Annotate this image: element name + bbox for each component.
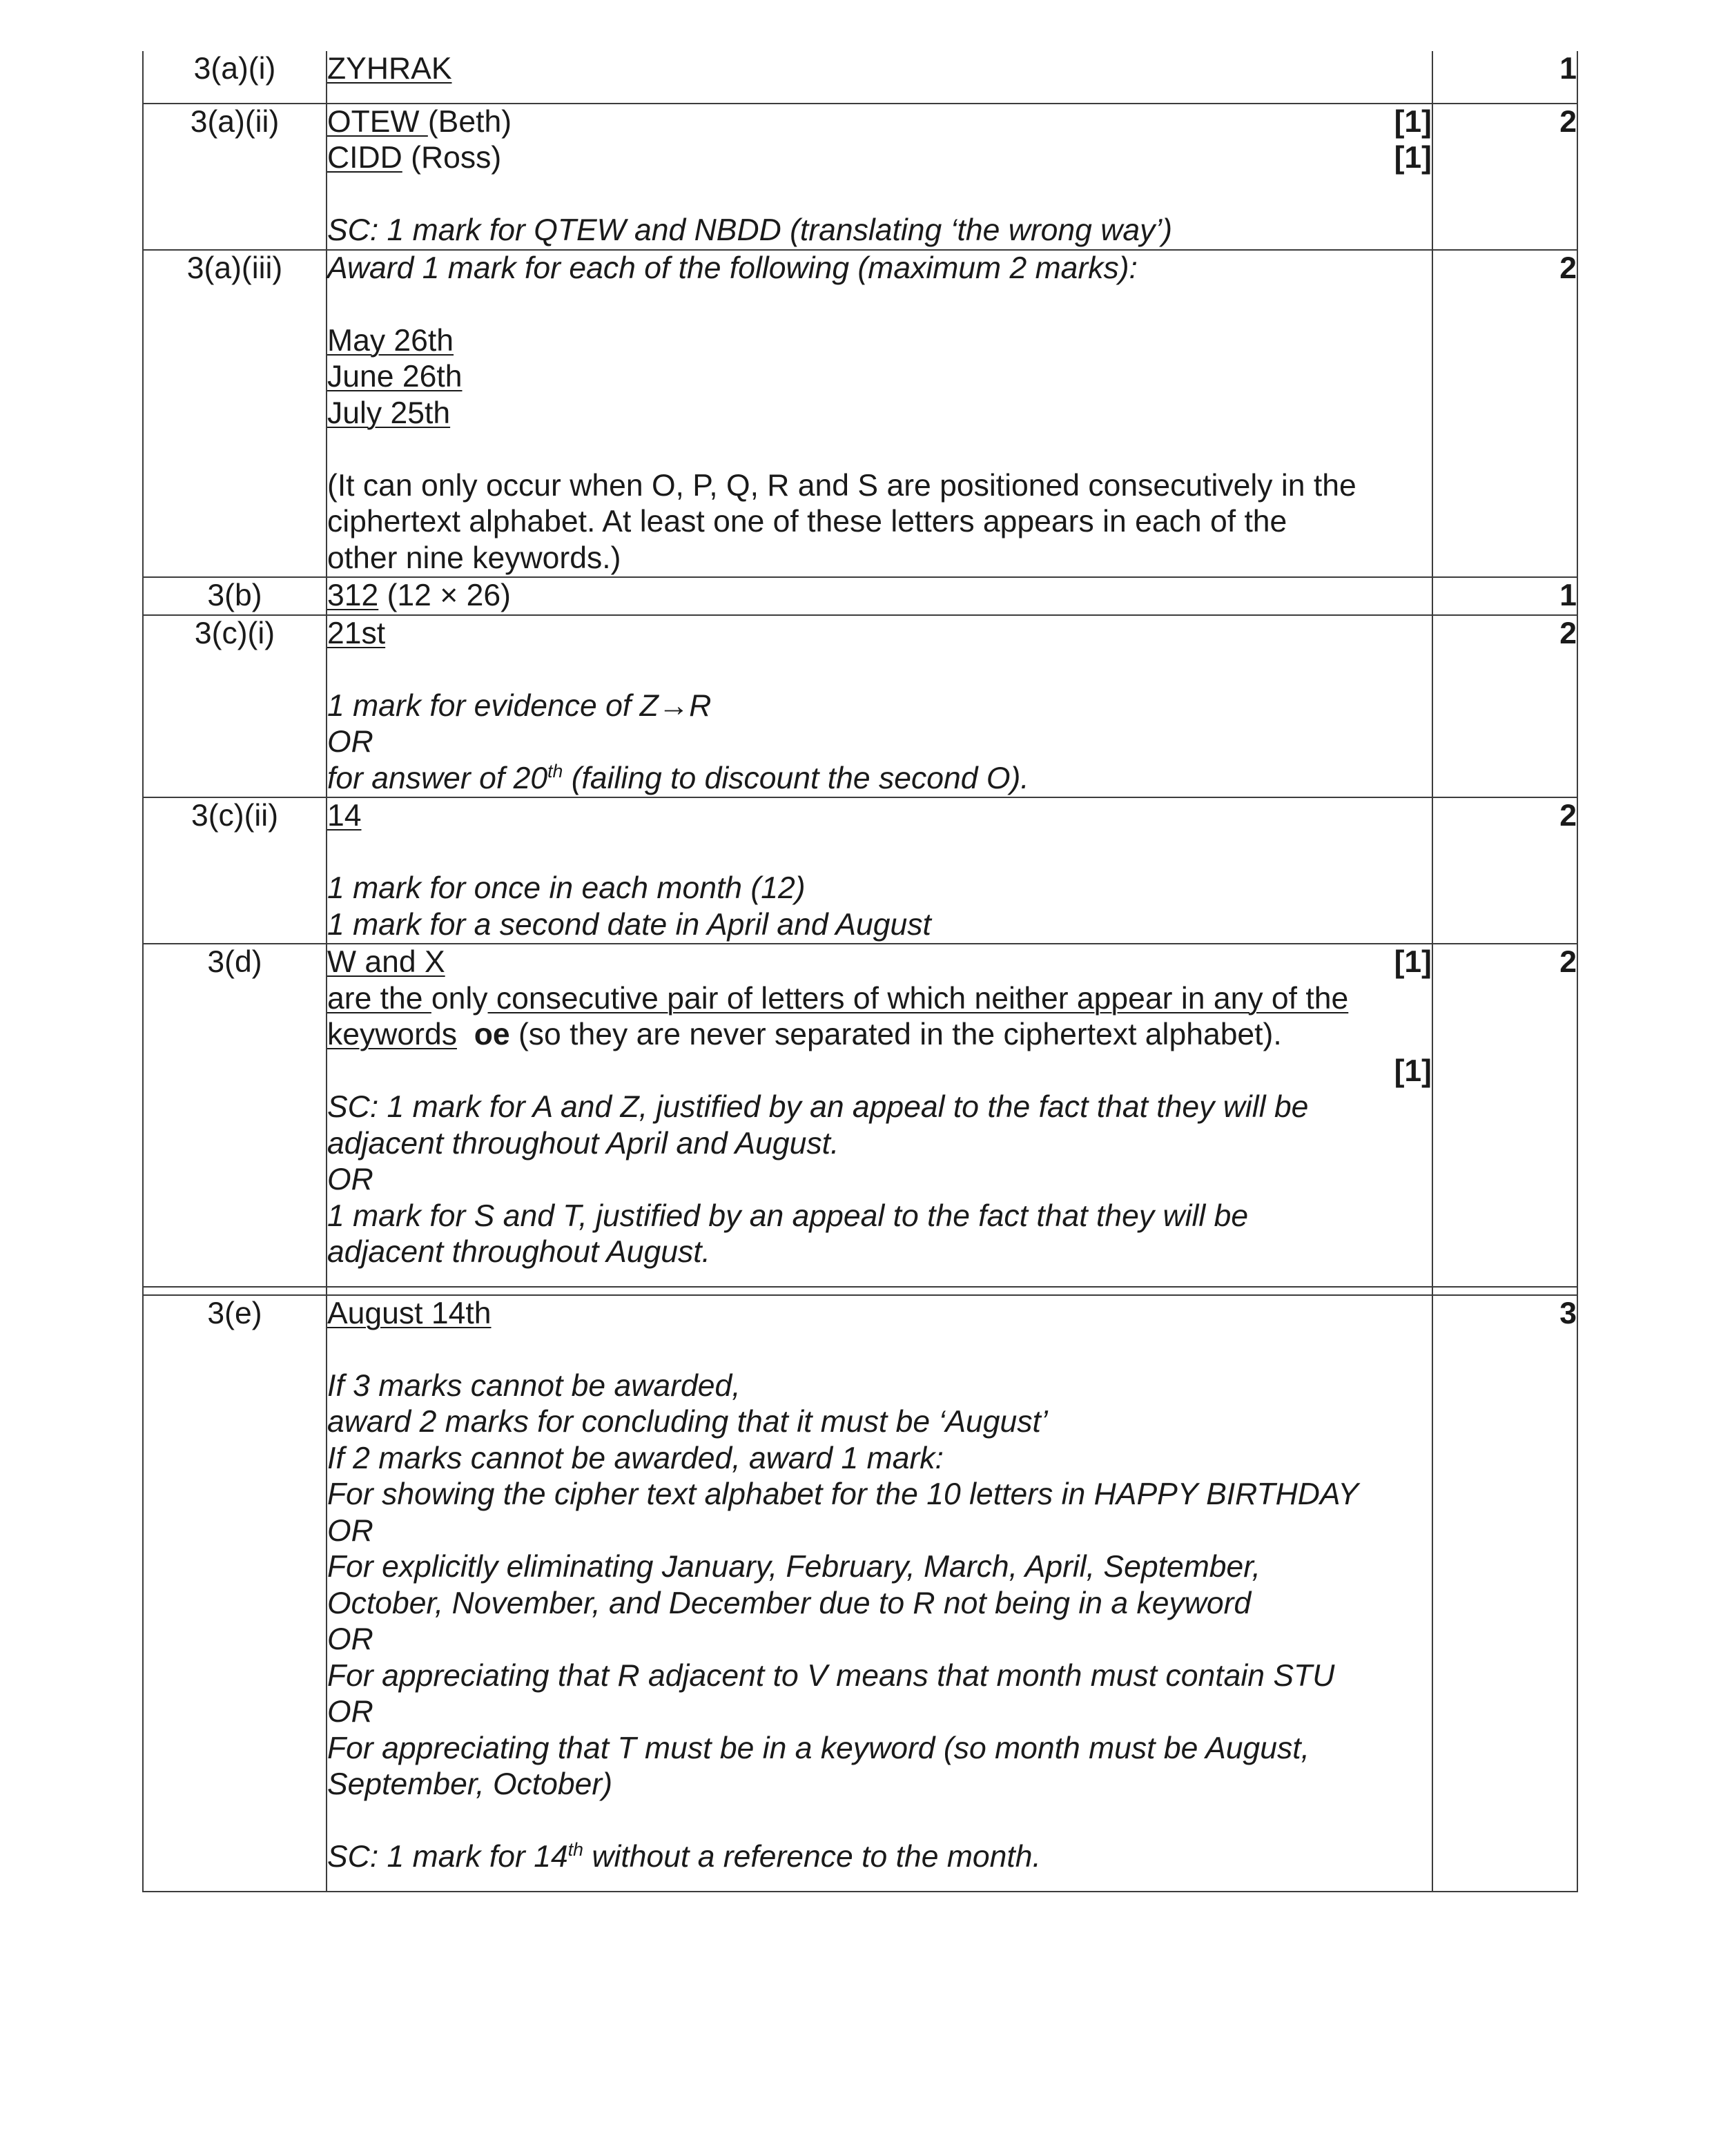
question-number: 3(a)(ii) bbox=[143, 104, 327, 250]
guidance-text: for answer of 20th (failing to discount the second O). bbox=[327, 760, 1029, 795]
table-row bbox=[143, 577, 1577, 615]
marks-cell: 2 bbox=[1432, 250, 1577, 578]
marks-cell: 2 bbox=[1432, 104, 1577, 250]
explanation-text: ciphertext alphabet. At least one of these letters appears in each of the bbox=[327, 505, 1287, 538]
answer-line: keywords oe (so they are never separated in the ciphertext alphabet). bbox=[327, 1018, 1282, 1051]
guidance-text: 1 mark for evidence of Z→R bbox=[327, 688, 712, 723]
marks-cell: 1 bbox=[1432, 577, 1577, 615]
answer-text: July 25th bbox=[327, 396, 451, 430]
question-number: 3(c)(i) bbox=[143, 615, 327, 798]
guidance-text: For appreciating that R adjacent to V means that month must contain STU bbox=[327, 1658, 1335, 1693]
guidance-text: award 2 marks for concluding that it must be ‘August’ bbox=[327, 1405, 1048, 1439]
sub-mark: [1] bbox=[1394, 945, 1432, 979]
guidance-text: October, November, and December due to R not being in a keyword bbox=[327, 1586, 1252, 1620]
answer-cell bbox=[327, 1295, 1432, 1892]
explanation-text: other nine keywords.) bbox=[327, 541, 621, 575]
guidance-text: September, October) bbox=[327, 1767, 613, 1801]
answer-note: (12 × 26) bbox=[378, 579, 511, 612]
marks-cell: 2 bbox=[1432, 944, 1577, 1287]
answer-text: May 26th bbox=[327, 323, 454, 358]
marks-cell: 2 bbox=[1432, 615, 1577, 798]
answer-cell bbox=[327, 250, 1432, 578]
mark-scheme-page bbox=[142, 51, 1577, 1892]
sub-mark: [1] bbox=[1394, 141, 1432, 175]
guidance-text: For showing the cipher text alphabet for the 10 letters in HAPPY BIRTHDAY bbox=[327, 1477, 1359, 1511]
answer-line bbox=[327, 104, 1432, 141]
answer-text: 14 bbox=[327, 799, 362, 833]
answer-text: W and X bbox=[327, 945, 445, 979]
sub-mark: [1] bbox=[1394, 104, 1432, 139]
table-spacer-row bbox=[143, 1287, 1577, 1295]
marks-cell: 1 bbox=[1432, 51, 1577, 104]
mark-scheme-table bbox=[142, 51, 1578, 1892]
question-number: 3(c)(ii) bbox=[143, 797, 327, 944]
guidance-text: OR bbox=[327, 1622, 373, 1656]
table-row bbox=[143, 1295, 1577, 1892]
guidance-text: OR bbox=[327, 725, 373, 759]
sub-mark: [1] bbox=[1394, 1053, 1432, 1088]
answer-text: 21st bbox=[327, 616, 386, 650]
table-row bbox=[143, 250, 1577, 578]
special-case-note: OR bbox=[327, 1163, 373, 1196]
answer-line bbox=[327, 140, 1432, 177]
answer-cell bbox=[327, 944, 1432, 1287]
marks-cell: 2 bbox=[1432, 797, 1577, 944]
answer-cell bbox=[327, 51, 1432, 104]
question-number: 3(a)(iii) bbox=[143, 250, 327, 578]
table-row bbox=[143, 944, 1577, 1287]
question-number: 3(e) bbox=[143, 1295, 327, 1892]
answer-cell bbox=[327, 104, 1432, 250]
table-row bbox=[143, 797, 1577, 944]
question-number: 3(a)(i) bbox=[143, 51, 327, 104]
answer-text: ZYHRAK bbox=[327, 52, 452, 86]
guidance-text: Award 1 mark for each of the following (maximum 2 marks): bbox=[327, 251, 1138, 285]
guidance-text: If 3 marks cannot be awarded, bbox=[327, 1368, 741, 1403]
answer-text: OTEW bbox=[327, 104, 428, 139]
explanation-text: (It can only occur when O, P, Q, R and S are positioned consecutively in the bbox=[327, 468, 1356, 503]
guidance-text: 1 mark for once in each month (12) bbox=[327, 871, 806, 905]
guidance-text: If 2 marks cannot be awarded, award 1 mark: bbox=[327, 1441, 944, 1475]
answer-line bbox=[327, 944, 1432, 981]
answer-line: are the only consecutive pair of letters of which neither appear in any of the bbox=[327, 981, 1349, 1016]
special-case-note: adjacent throughout August. bbox=[327, 1235, 711, 1269]
special-case-note: SC: 1 mark for A and Z, justified by an appeal to the fact that they will be bbox=[327, 1090, 1309, 1124]
marks-cell: 3 bbox=[1432, 1295, 1577, 1892]
special-case-note: 1 mark for S and T, justified by an appeal to the fact that they will be bbox=[327, 1198, 1249, 1233]
answer-text: CIDD bbox=[327, 141, 402, 175]
question-number: 3(d) bbox=[143, 944, 327, 1287]
table-row bbox=[143, 51, 1577, 104]
special-case-note: SC: 1 mark for QTEW and NBDD (translating ‘the wrong way’) bbox=[327, 213, 1173, 247]
guidance-text: For explicitly eliminating January, February, March, April, September, bbox=[327, 1550, 1261, 1584]
table-row bbox=[143, 615, 1577, 798]
guidance-text: 1 mark for a second date in April and August bbox=[327, 907, 931, 942]
answer-text: August 14th bbox=[327, 1296, 492, 1330]
answer-note: (Beth) bbox=[427, 104, 512, 139]
question-number: 3(b) bbox=[143, 577, 327, 615]
table-row bbox=[143, 104, 1577, 250]
answer-text: June 26th bbox=[327, 360, 463, 394]
answer-text: 312 bbox=[327, 579, 379, 612]
answer-note: (Ross) bbox=[402, 141, 502, 175]
special-case-note: SC: 1 mark for 14th without a reference to the month. bbox=[327, 1839, 1041, 1874]
answer-cell bbox=[327, 577, 1432, 615]
special-case-note: adjacent throughout April and August. bbox=[327, 1126, 839, 1160]
answer-cell bbox=[327, 797, 1432, 944]
answer-cell bbox=[327, 615, 1432, 798]
guidance-text: OR bbox=[327, 1695, 373, 1729]
guidance-text: OR bbox=[327, 1513, 373, 1548]
guidance-text: For appreciating that T must be in a keyword (so month must be August, bbox=[327, 1731, 1310, 1765]
